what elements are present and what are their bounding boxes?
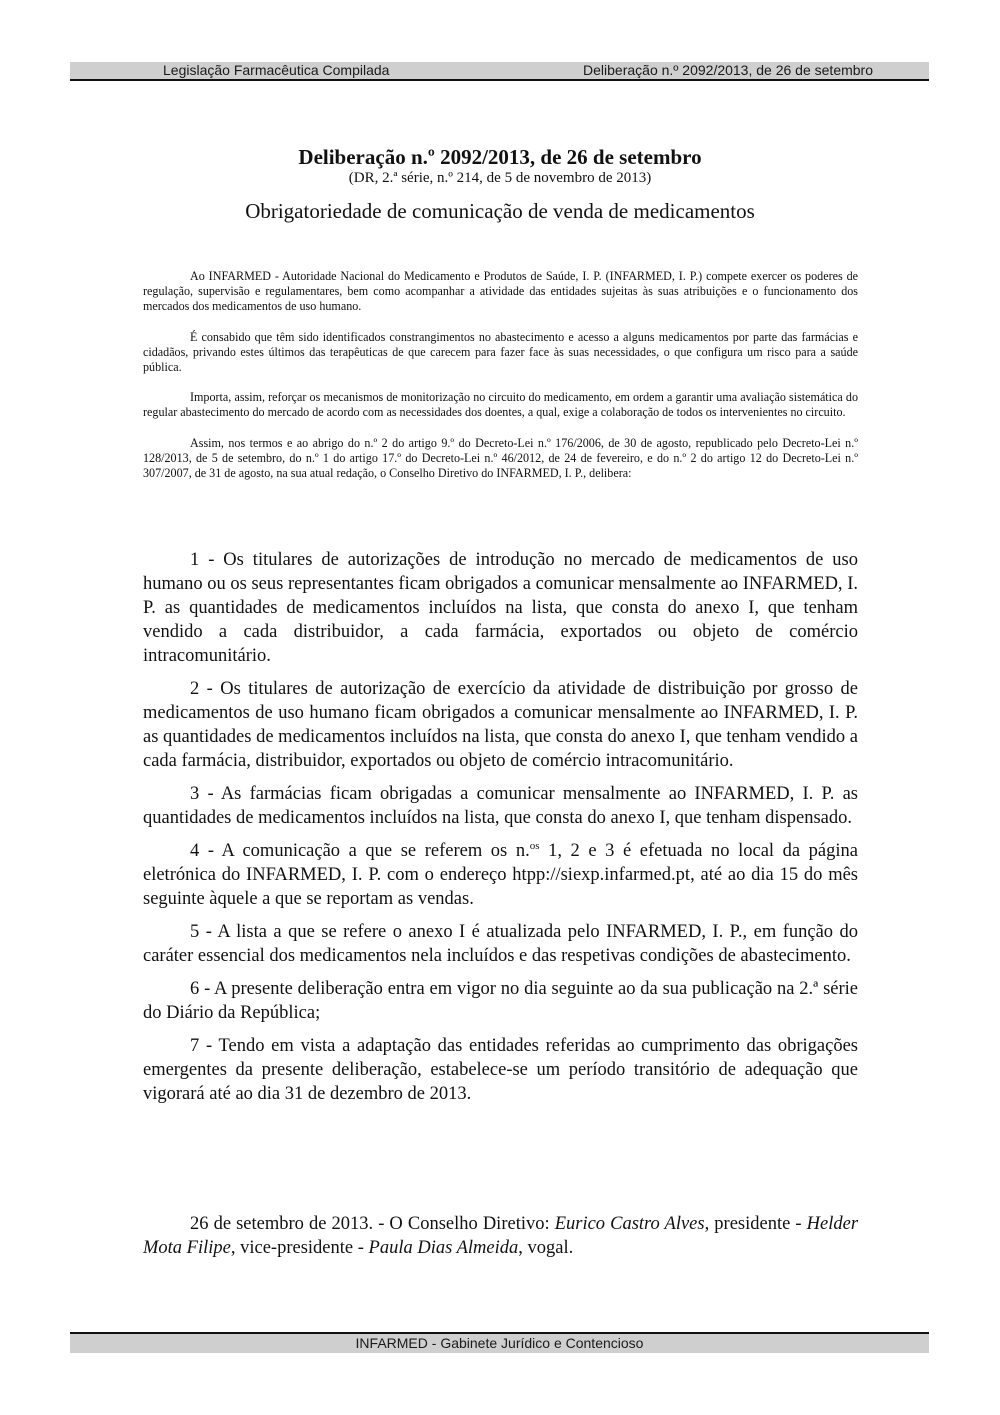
signature-intro: 26 de setembro de 2013. - O Conselho Diretivo: [190,1214,555,1234]
running-header [70,62,929,81]
signatory-role: , vogal. [518,1238,574,1258]
preamble [143,269,858,496]
preamble-paragraph: Ao INFARMED - Autoridade Nacional do Medicamento e Produtos de Saúde, I. P. (INFARMED, I. P.) compete exercer os poderes de regulação, supervisão e regulamentares, bem como acompanhar a atividade das entidades sujeitas às suas atribuições e o funcionamento dos mercados dos medicamentos de uso humano. [143,269,858,314]
signatory-role: , vice-presidente - [230,1238,369,1258]
signatory-president: Eurico Castro Alves [554,1214,705,1234]
footer-text: INFARMED - Gabinete Jurídico e Contencioso [355,1335,644,1351]
article-3: 3 - As farmácias ficam obrigadas a comunicar mensalmente ao INFARMED, I. P. as quantidades de medicamentos incluídos na lista, que consta do anexo I, que tenham dispensado. [143,784,858,828]
signatory-role: , presidente - [704,1214,807,1234]
signature-paragraph [143,1212,858,1260]
signature-block [143,1212,858,1260]
preamble-paragraph: Assim, nos termos e ao abrigo do n.º 2 do artigo 9.º do Decreto-Lei n.º 176/2006, de 30 de agosto, republicado pelo Decreto-Lei n.º 128/2013, de 5 de setembro, do n.º 1 do artigo 17.º do Decreto-Lei n.º 46/2012, de 24 de fevereiro, e do n.º 2 do artigo 12 do Decreto-Lei n.º 307/2007, de 31 de agosto, na sua atual redação, o Conselho Diretivo do INFARMED, I. P., delibera: [143,435,858,481]
header-left-text: Legislação Farmacêutica Compilada [163,62,390,78]
article-4-superscript: os [529,840,540,852]
preamble-paragraph: Importa, assim, reforçar os mecanismos de monitorização no circuito do medicamento, em ordem a garantir uma avaliação sistemática do regular abastecimento do mercado de acordo com as necessidades dos doentes, a qual, exige a colaboração de todos os intervenientes no circuito. [143,390,858,420]
document-topic: Obrigatoriedade de comunicação de venda de medicamentos [245,199,755,223]
article-7: 7 - Tendo em vista a adaptação das entidades referidas ao cumprimento das obrigações emergentes da presente deliberação, estabelece-se um período transitório de adequação que vigorará até ao dia 31 de dezembro de 2013. [143,1036,858,1104]
articles [143,548,858,1115]
signatory-member: Paula Dias Almeida [368,1238,519,1258]
publication-reference: (DR, 2.ª série, n.º 214, de 5 de novembro de 2013) [348,170,652,186]
signatory-vice-president: Helder Mota Filipe [143,1214,859,1258]
preamble-paragraph: É consabido que têm sido identificados constrangimentos no abastecimento e acesso a alguns medicamentos por parte das farmácias e cidadãos, privando estes últimos das terapêuticas de que carecem para fazer face às suas necessidades, o que configura um risco para a saúde pública. [143,329,858,375]
article-5: 5 - A lista a que se refere o anexo I é atualizada pelo INFARMED, I. P., em função do caráter essencial dos medicamentos nela incluídos e das respetivas condições de abastecimento. [143,922,858,966]
article-1: 1 - Os titulares de autorizações de introdução no mercado de medicamentos de uso humano ou os seus representantes ficam obrigados a comunicar mensalmente ao INFARMED, I. P. as quantidades de medicamentos incluídos na lista, que consta do anexo I, que tenham vendido a cada distribuidor, a cada farmácia, exportados ou objeto de comércio intracomunitário. [143,550,858,666]
article-4 [143,839,858,911]
header-right-text: Deliberação n.º 2092/2013, de 26 de setembro [583,62,873,78]
document-title: Deliberação n.º 2092/2013, de 26 de setembro [298,145,702,169]
article-6: 6 - A presente deliberação entra em vigor no dia seguinte ao da sua publicação na 2.ª série do Diário da República; [143,979,858,1023]
running-footer [70,1332,929,1353]
article-4-text-start: 4 - A comunicação a que se referem os n. [190,841,530,861]
article-4-text-end: 1, 2 e 3 é efetuada no local da página eletrónica do INFARMED, I. P. com o endereço htpp://siexp.infarmed.pt, até ao dia 15 do mês seguinte àquele a que se reportam as vendas. [143,841,858,909]
article-2: 2 - Os titulares de autorização de exercício da atividade de distribuição por grosso de medicamentos de uso humano ficam obrigados a comunicar mensalmente ao INFARMED, I. P. as quantidades de medicamentos incluídos na lista, que consta do anexo I, que tenham vendido a cada farmácia, distribuidor, exportados ou objeto de comércio intracomunitário. [143,679,858,771]
